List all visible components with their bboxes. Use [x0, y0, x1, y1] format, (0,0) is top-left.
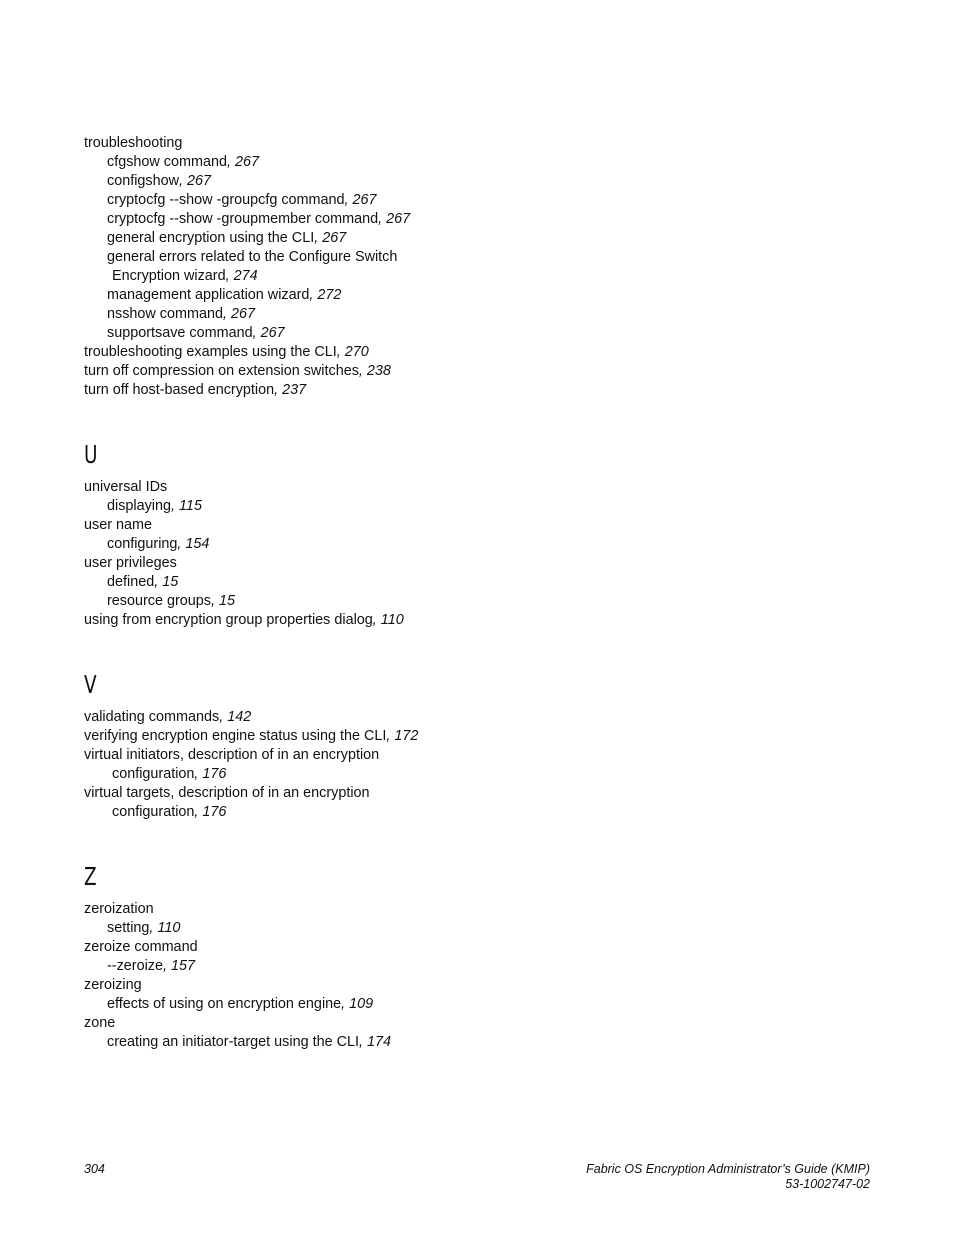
entry-page-ref[interactable]: 174	[366, 1034, 391, 1050]
entry-text: troubleshooting examples using the CLI	[84, 344, 337, 360]
index-entry	[84, 784, 604, 803]
entry-text: defined	[107, 574, 155, 590]
entry-page-ref[interactable]: 176	[202, 766, 227, 782]
index-entry: validating commands, 142	[84, 709, 252, 725]
index-body	[84, 134, 604, 1052]
index-entry	[84, 1014, 604, 1033]
index-subentry: creating an initiator-target using the CLI, 174	[107, 1034, 391, 1050]
index-subentry: configuring, 154	[107, 536, 210, 552]
entry-text: displaying	[107, 498, 171, 514]
entry-page-ref[interactable]: 176	[202, 804, 227, 820]
entry-page-ref[interactable]: 267	[187, 173, 212, 189]
entry-text: supportsave command	[107, 325, 253, 341]
entry-page-ref[interactable]: 237	[282, 382, 307, 398]
entry-text: zeroize command	[84, 939, 198, 955]
index-entry	[84, 746, 604, 765]
entry-page-ref[interactable]: 15	[162, 574, 179, 590]
entry-page-ref[interactable]: 267	[230, 306, 255, 322]
entry-page-ref[interactable]: 267	[386, 211, 411, 227]
entry-text: zeroizing	[84, 977, 142, 993]
entry-page-ref[interactable]: 267	[234, 154, 259, 170]
entry-text: configshow	[107, 173, 179, 189]
entry-text: validating commands	[84, 709, 220, 725]
entry-page-ref[interactable]: 142	[227, 709, 252, 725]
index-entry: turn off compression on extension switches, 238	[84, 363, 391, 379]
index-subentry: displaying, 115	[107, 498, 202, 514]
entry-text: cryptocfg --show -groupmember command	[107, 211, 379, 227]
entry-text: creating an initiator-target using the CLI	[107, 1034, 359, 1050]
footer-doc-info	[586, 1162, 870, 1192]
entry-text: setting	[107, 920, 150, 936]
entry-text: cryptocfg --show -groupcfg command	[107, 192, 345, 208]
entry-page-ref[interactable]: 110	[380, 612, 404, 628]
index-subentry: resource groups, 15	[107, 593, 236, 609]
entry-page-ref[interactable]: 272	[317, 287, 342, 303]
index-subentry: nsshow command, 267	[107, 306, 255, 322]
index-subentry: supportsave command, 267	[107, 325, 285, 341]
index-entry: verifying encryption engine status using the CLI, 172	[84, 728, 419, 744]
footer-doc-number: 53-1002747-02	[785, 1177, 870, 1191]
index-section	[84, 440, 604, 630]
index-subentry: cryptocfg --show -groupmember command, 267	[107, 211, 411, 227]
entry-page-ref[interactable]: 154	[185, 536, 210, 552]
entry-page-ref[interactable]: 115	[179, 498, 202, 514]
index-subentry: defined, 15	[107, 574, 179, 590]
entry-text: user name	[84, 517, 152, 533]
entry-page-ref[interactable]: 274	[233, 268, 258, 284]
entry-text: cfgshow command	[107, 154, 227, 170]
entry-text: general encryption using the CLI	[107, 230, 315, 246]
entry-page-ref[interactable]: 238	[366, 363, 391, 379]
entry-text: virtual targets, description of in an encryption	[84, 785, 370, 801]
index-section	[84, 670, 604, 822]
footer-doc-title: Fabric OS Encryption Administrator’s Guide (KMIP)	[586, 1162, 870, 1176]
index-subentry: setting, 110	[107, 920, 181, 936]
entry-page-ref[interactable]: 270	[344, 344, 369, 360]
index-subentry: cfgshow command, 267	[107, 154, 259, 170]
entry-text: troubleshooting	[84, 135, 183, 151]
entry-page-ref[interactable]: 172	[394, 728, 419, 744]
section-letter-heading: Z	[84, 862, 97, 891]
index-entry	[84, 900, 604, 919]
entry-text: resource groups	[107, 593, 211, 609]
entry-page-ref[interactable]: 267	[260, 325, 285, 341]
index-entry	[84, 938, 604, 957]
entry-page-ref[interactable]: 109	[349, 996, 374, 1012]
entry-text: --zeroize	[107, 958, 163, 974]
entry-text: turn off host-based encryption	[84, 382, 275, 398]
entry-text: virtual initiators, description of in an encryption	[84, 747, 380, 763]
index-section	[84, 862, 604, 1052]
index-section	[84, 134, 604, 400]
footer-page-number: 304	[84, 1162, 105, 1176]
entry-page-ref[interactable]: 15	[219, 593, 236, 609]
entry-text: management application wizard	[107, 287, 310, 303]
index-entry: turn off host-based encryption, 237	[84, 382, 307, 398]
index-subentry: cryptocfg --show -groupcfg command, 267	[107, 192, 377, 208]
entry-text: configuration	[112, 766, 195, 782]
section-letter-heading: U	[84, 440, 98, 469]
index-subentry: Encryption wizard, 274	[112, 268, 258, 284]
entry-text: effects of using on encryption engine	[107, 996, 342, 1012]
entry-text: user privileges	[84, 555, 177, 571]
entry-text: Encryption wizard	[112, 268, 226, 284]
index-entry: troubleshooting examples using the CLI, 270	[84, 344, 369, 360]
index-subentry: effects of using on encryption engine, 109	[107, 996, 374, 1012]
entry-page-ref[interactable]: 110	[157, 920, 181, 936]
entry-text: using from encryption group properties dialog	[84, 612, 373, 628]
index-subentry: configshow, 267	[107, 173, 212, 189]
index-subentry: --zeroize, 157	[107, 958, 195, 974]
index-subentry: configuration, 176	[112, 766, 227, 782]
index-entry	[84, 478, 604, 497]
index-subentry: management application wizard, 272	[107, 287, 342, 303]
index-entry: using from encryption group properties dialog, 110	[84, 612, 404, 628]
index-subentry: general encryption using the CLI, 267	[107, 230, 347, 246]
entry-text: turn off compression on extension switches	[84, 363, 359, 379]
entry-text: zeroization	[84, 901, 154, 917]
section-letter-heading: V	[84, 670, 97, 699]
entry-page-ref[interactable]: 267	[322, 230, 347, 246]
entry-page-ref[interactable]: 267	[352, 192, 377, 208]
index-entry	[84, 554, 604, 573]
index-entry	[84, 976, 604, 995]
entry-text: universal IDs	[84, 479, 168, 495]
index-entry	[84, 516, 604, 535]
entry-text: verifying encryption engine status using the CLI	[84, 728, 387, 744]
index-subentry: configuration, 176	[112, 804, 227, 820]
entry-text: zone	[84, 1015, 116, 1031]
index-entry	[84, 134, 604, 153]
entry-text: configuration	[112, 804, 195, 820]
entry-text: general errors related to the Configure Switch	[107, 249, 398, 265]
entry-text: nsshow command	[107, 306, 223, 322]
entry-page-ref[interactable]: 157	[170, 958, 195, 974]
index-subentry	[84, 248, 604, 267]
entry-text: configuring	[107, 536, 178, 552]
